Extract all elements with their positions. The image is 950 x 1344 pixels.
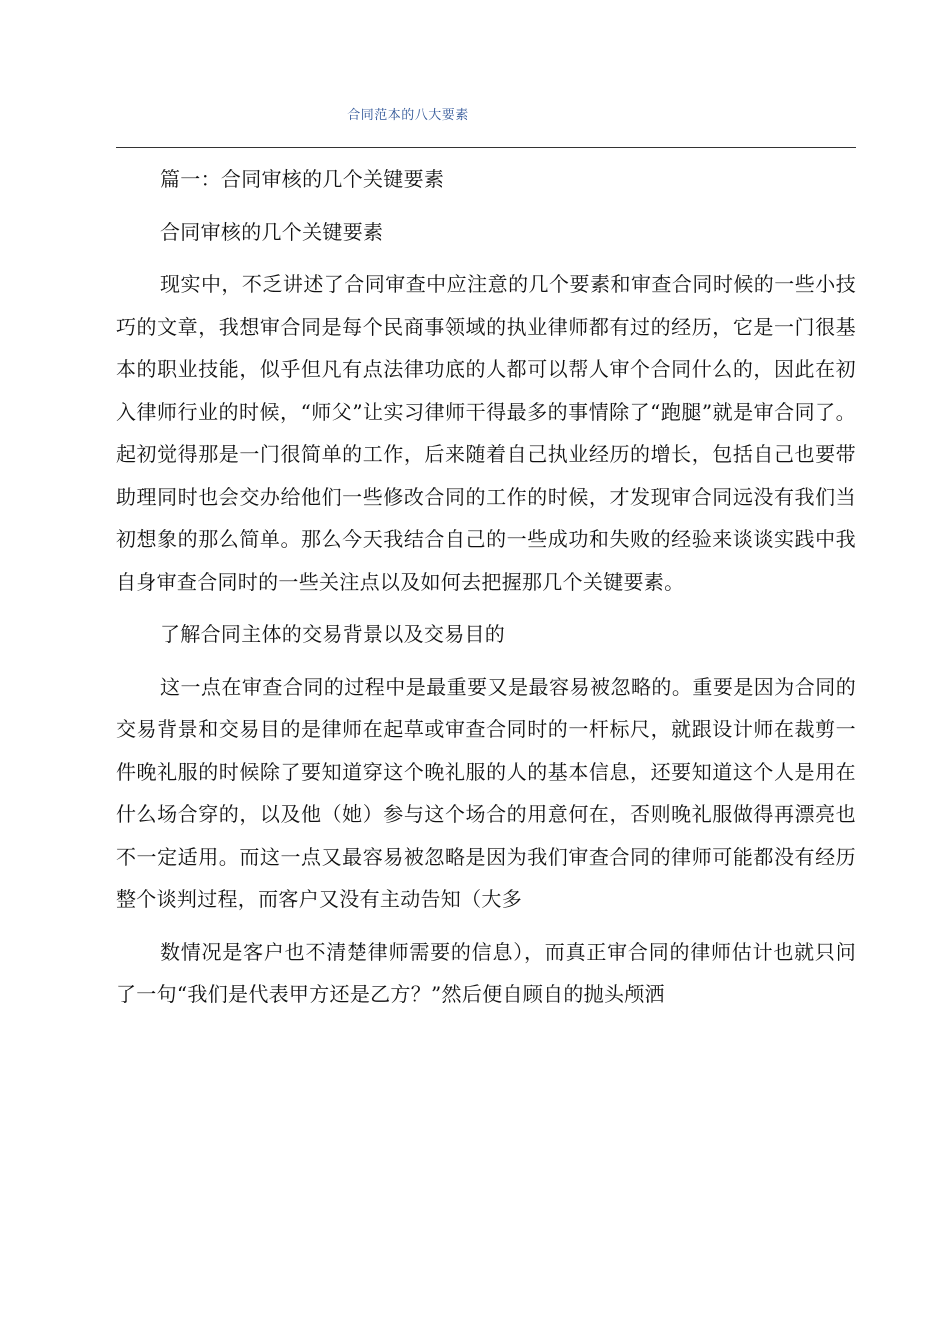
body-paragraph: 现实中，不乏讲述了合同审查中应注意的几个要素和审查合同时候的一些小技巧的文章，我想审合同是每个民商事领域的执业律师都有过的经历，它是一门很基本的职业技能，似乎但凡有点法律功底的人都可以帮人审个合同什么的，因此在初入律师行业的时候，“师父”让实习律师干得最多的事情除了“跑腿”就是审合同了。起初觉得那是一门很简单的工作，后来随着自己执业经历的增长，包括自己也要带助理同时也会交办给他们一些修改合同的工作的时候，才发现审合同远没有我们当初想象的那么简单。那么今天我结合自己的一些成功和失败的经验来谈谈实践中我自身审查合同时的一些关注点以及如何去把握那几个关键要素。 [116, 272, 856, 594]
header-divider [116, 147, 856, 148]
running-header: 合同范本的八大要素 [347, 108, 469, 123]
article-title: 合同审核的几个关键要素 [160, 219, 384, 244]
document-body [116, 158, 856, 1016]
chapter-heading: 篇一：合同审核的几个关键要素 [160, 167, 445, 191]
section-heading: 了解合同主体的交易背景以及交易目的 [160, 622, 506, 646]
body-paragraph: 数情况是客户也不清楚律师需要的信息），而真正审合同的律师估计也就只问了一句“我们是代表甲方还是乙方？”然后便自顾自的抛头颅洒 [116, 939, 856, 1006]
body-paragraph: 这一点在审查合同的过程中是最重要又是最容易被忽略的。重要是因为合同的交易背景和交易目的是律师在起草或审查合同时的一杆标尺，就跟设计师在裁剪一件晚礼服的时候除了要知道穿这个晚礼服的人的基本信息，还要知道这个人是用在什么场合穿的，以及他（她）参与这个场合的用意何在，否则晚礼服做得再漂亮也不一定适用。而这一点又最容易被忽略是因为我们审查合同的律师可能都没有经历整个谈判过程，而客户又没有主动告知（大多 [116, 674, 856, 911]
